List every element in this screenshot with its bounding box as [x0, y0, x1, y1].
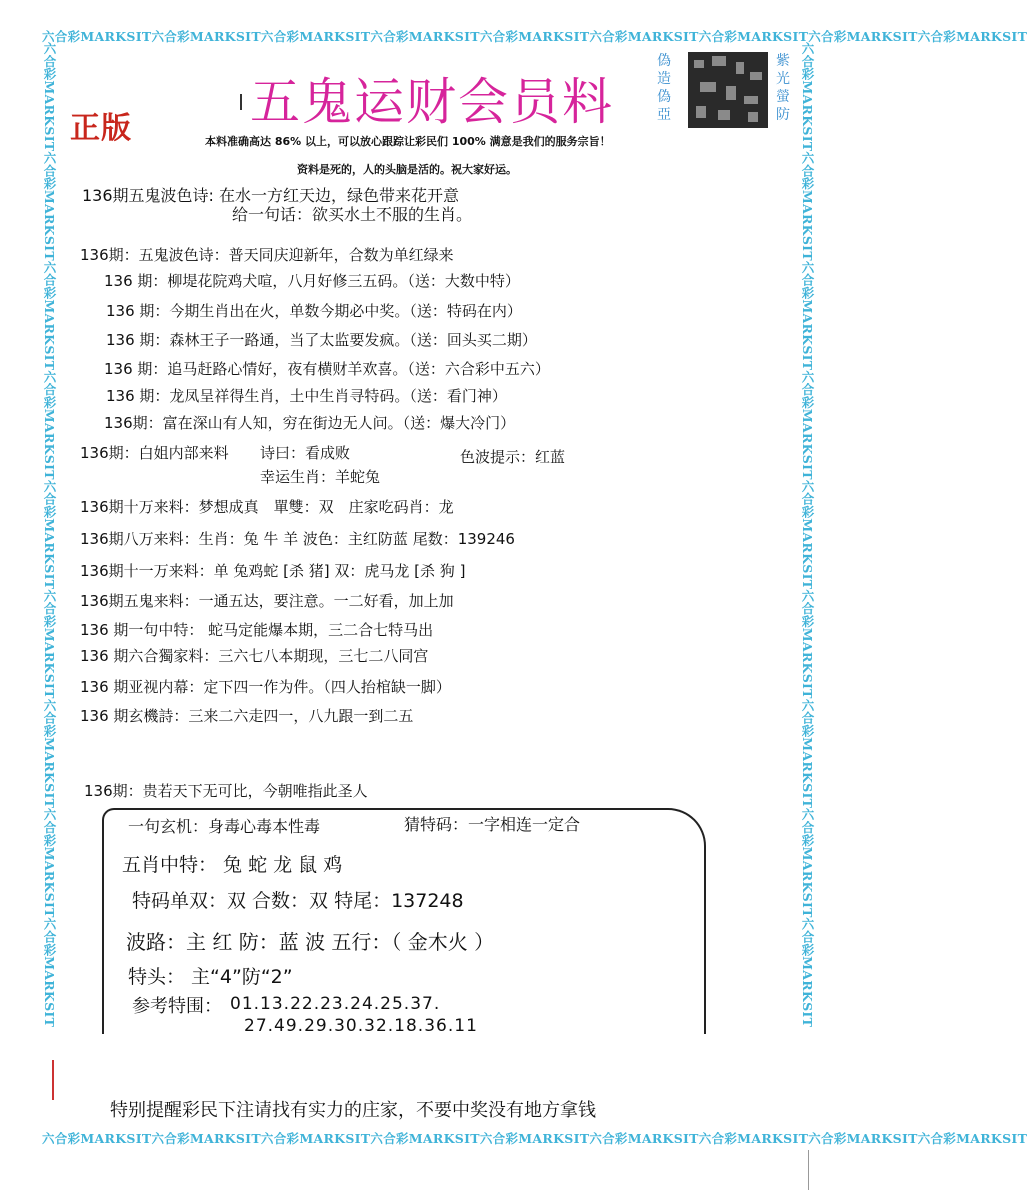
- inside-poem: 诗曰：看成败: [260, 444, 351, 462]
- page-edge-mark: [52, 1060, 54, 1100]
- mystic-poem-line: 136 期玄機詩：三来二六走四一，八九跟一到二五: [80, 707, 414, 725]
- wave-hint: 色波提示：红蓝: [460, 448, 566, 466]
- page-title: 五鬼运财会员料: [250, 73, 614, 131]
- accuracy-statement: 本料准确高达 86% 以上，可以放心跟踪让彩民们 100% 满意是我们的服务宗旨！: [205, 135, 611, 148]
- hint-line-5: 136 期：龙凤呈祥得生肖，土中生肖寻特码。（送：看门神）: [106, 387, 507, 405]
- hint-line-4: 136 期：追马赶路心情好，夜有横财羊欢喜。（送：六合彩中五六）: [104, 360, 550, 378]
- poem-line-2: 给一句话：欲买水土不服的生肖。: [232, 205, 473, 224]
- odd-even-line: 特码单双：双 合数：双 特尾：137248: [132, 890, 464, 912]
- hint-line-3: 136 期：森林王子一路通，当了太监要发疯。（送：回头买二期）: [106, 331, 537, 349]
- qr-code-icon: [688, 52, 768, 128]
- ref-numbers-2: 27.49.29.30.32.18.36.11: [244, 1016, 478, 1036]
- one-sentence-line: 136 期一句中特： 蛇马定能爆本期，三二合七特马出: [80, 621, 434, 639]
- poem-line-1: 136期五鬼波色诗: 在水一方红天边，绿色带来花开意: [82, 186, 460, 205]
- page-edge: [808, 1150, 809, 1190]
- ten-wan-line: 136期十万来料：梦想成真 單雙：双 庄家吃码肖：龙: [80, 498, 454, 516]
- motto: 资料是死的，人的头脑是活的。祝大家好运。: [297, 163, 517, 176]
- guess-line: 猜特码：一字相连一定合: [404, 815, 581, 834]
- wave-poem-line: 136期：五鬼波色诗：普天同庆迎新年，合数为单红绿来: [80, 246, 454, 264]
- hint-line-2: 136 期：今期生肖出在火，单数今期必中奖。（送：特码在内）: [106, 302, 522, 320]
- five-ghost-line: 136期五鬼来料：一通五达，要注意。一二好看，加上加: [80, 592, 454, 610]
- saint-line: 136期：贵若天下无可比，今朝唯指此圣人: [84, 782, 368, 800]
- watermark-left: 六合彩MARKSIT六合彩MARKSIT六合彩MARKSIT六合彩MARKSIT六合彩MARKSIT六合彩MARKSIT六合彩MARKSIT六合彩MARKSIT六合彩MARKSIT: [42, 42, 57, 1028]
- lucky-animals: 幸运生肖：羊蛇兔: [260, 468, 381, 486]
- inside-label: 136期：白姐内部来料: [80, 444, 229, 462]
- wave-line: 波路：主 红 防：蓝 波 五行：（ 金木火 ）: [126, 930, 495, 954]
- watermark-top: 六合彩MARKSIT六合彩MARKSIT六合彩MARKSIT六合彩MARKSIT六合彩MARKSIT六合彩MARKSIT六合彩MARKSIT六合彩MARKSIT六合彩MARKSIT: [42, 29, 1027, 44]
- official-label: 正版: [70, 111, 132, 146]
- riddle-line: 一句玄机：身毒心毒本性毒: [128, 817, 321, 836]
- special-head-line: 特头： 主“4”防“2”: [128, 966, 293, 988]
- anti-fake-left: 偽造偽亞: [657, 53, 671, 123]
- eight-wan-line: 136期八万来料：生肖：兔 牛 羊 波色：主红防蓝 尾数：139246: [80, 530, 515, 548]
- eleven-wan-line: 136期十一万来料：单 兔鸡蛇 [杀 猪] 双：虎马龙 [杀 狗 ]: [80, 562, 466, 580]
- ref-numbers-1: 01.13.22.23.24.25.37.: [230, 994, 441, 1014]
- hint-line-1: 136 期：柳堤花院鸡犬喧，八月好修三五码。（送：大数中特）: [104, 272, 520, 290]
- footer-note: 特别提醒彩民下注请找有实力的庄家，不要中奖没有地方拿钱: [110, 1100, 596, 1121]
- ref-label: 参考特围：: [132, 996, 222, 1017]
- title-divider: [240, 94, 242, 110]
- asia-tv-line: 136 期亚视内幕：定下四一作为件。（四人抬棺缺一脚）: [80, 678, 451, 696]
- watermark-bottom: 六合彩MARKSIT六合彩MARKSIT六合彩MARKSIT六合彩MARKSIT六合彩MARKSIT六合彩MARKSIT六合彩MARKSIT六合彩MARKSIT六合彩MARKSIT: [42, 1131, 1027, 1146]
- watermark-right: 六合彩MARKSIT六合彩MARKSIT六合彩MARKSIT六合彩MARKSIT六合彩MARKSIT六合彩MARKSIT六合彩MARKSIT六合彩MARKSIT六合彩MARKSIT: [800, 42, 815, 1028]
- liuhe-line: 136 期六合獨家料：三六七八本期现，三七二八同宫: [80, 647, 429, 665]
- anti-fake-right: 紫光螢防: [776, 53, 790, 123]
- hint-line-6: 136期：富在深山有人知，穷在街边无人问。（送：爆大冷门）: [104, 414, 516, 432]
- five-animals-line: 五肖中特： 兔 蛇 龙 鼠 鸡: [122, 854, 343, 876]
